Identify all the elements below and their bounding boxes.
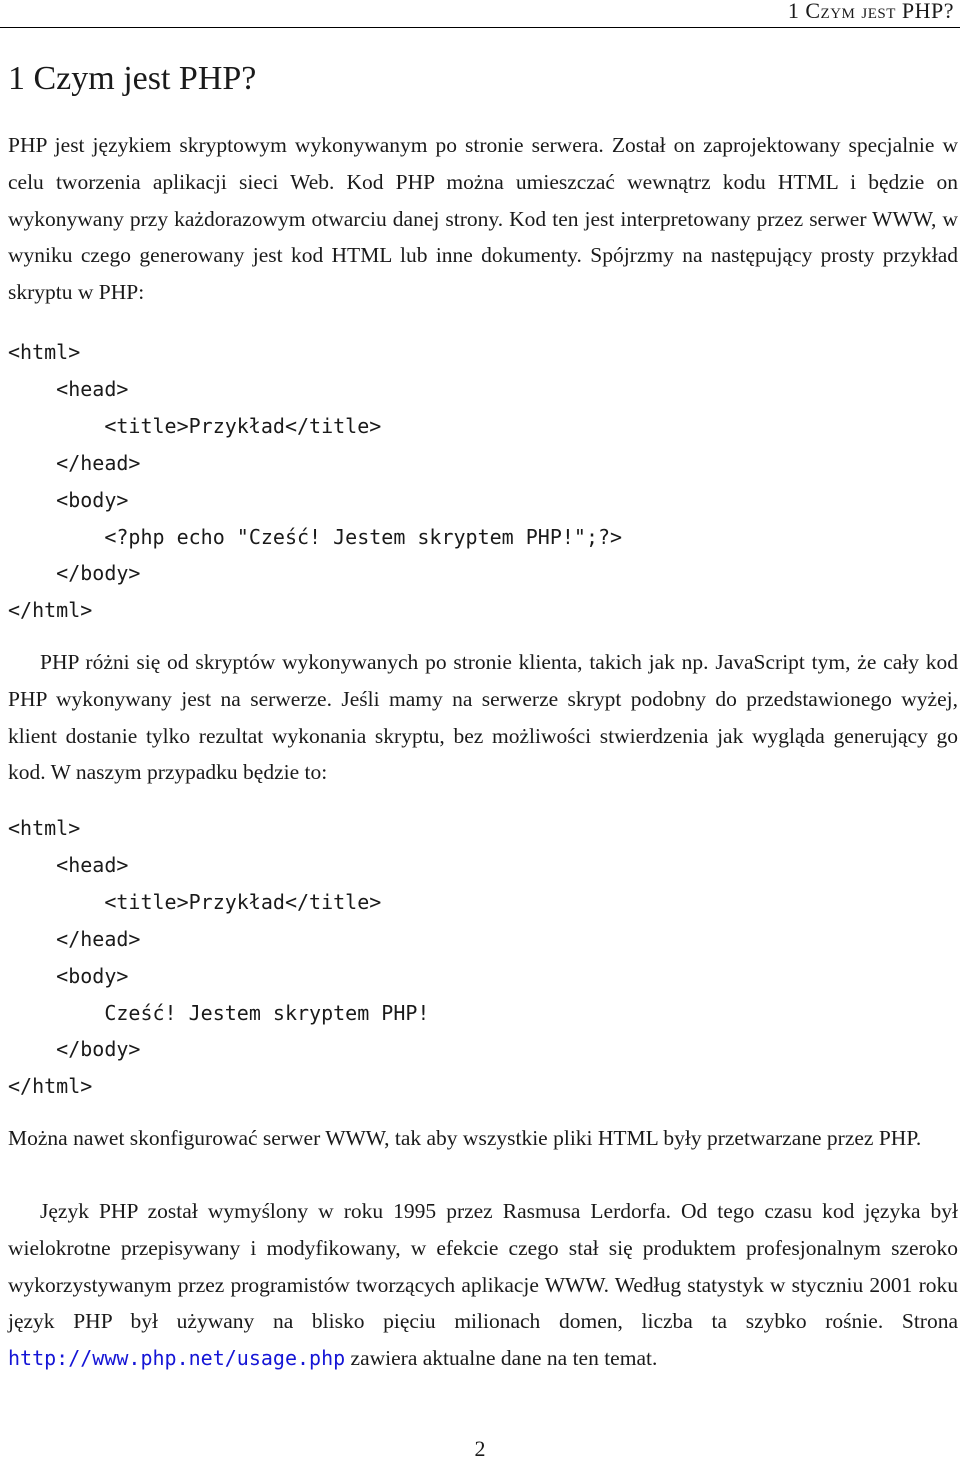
running-header-title: 1 Czym jest PHP? (787, 0, 954, 23)
php-source-code-block: <html> <head> <title>Przykład</title> </head> <body> <?php echo "Cześć! Jestem skryptem PHP!";?> </body> </html> (8, 340, 623, 623)
page-number: 2 (474, 1436, 486, 1461)
history-text: Język PHP został wymyślony w roku 1995 przez Rasmusa Lerdorfa. Od tego czasu kod języka był wielokrotne przepisywany i modyfikowany, w efekcie czego stał się produktem profesjonalnym szeroko wykorzystywanym przez programistów tworzących aplikacje WWW. Według statystyk w styczniu 2001 roku język PHP był używany na blisko pięciu milionach domen, liczba ta szybko rośnie. Strona (8, 1199, 958, 1334)
config-paragraph: Można nawet skonfigurować serwer WWW, tak aby wszystkie pliki HTML były przetwarzane przez PHP. (8, 1126, 922, 1150)
intro-paragraph: PHP jest językiem skryptowym wykonywanym po stronie serwera. Został on zaprojektowany specjalnie w celu tworzenia aplikacji sieci Web. Kod PHP można umieszczać wewnątrz kodu HTML i będzie on wykonywany przy każdorazowym otwarciu danej strony. Kod ten jest interpretowany przez serwer WWW, w wyniku czego generowany jest kod HTML lub inne dokumenty. Spójrzmy na następujący prosty przykład skryptu w PHP: (8, 133, 958, 305)
usage-stats-link[interactable]: http://www.php.net/usage.php (8, 1346, 346, 1371)
running-header (0, 0, 960, 28)
section-title: 1 Czym jest PHP? (8, 60, 257, 97)
html-output-code-block: <html> <head> <title>Przykład</title> </head> <body> Cześć! Jestem skryptem PHP! </body> </html> (8, 816, 430, 1099)
history-paragraph (8, 1193, 958, 1377)
difference-paragraph: PHP różni się od skryptów wykonywanych po stronie klienta, takich jak np. JavaScript tym, że cały kod PHP wykonywany jest na serwerze. Jeśli mamy na serwerze skrypt podobny do przedstawionego wyżej, klient dostanie tylko rezultat wykonania skryptu, bez możliwości stwierdzenia jak wygląda generujący go kod. W naszym przypadku będzie to: (8, 650, 958, 785)
header-rule (0, 27, 960, 28)
history-tail: zawiera aktualne dane na ten temat. (350, 1346, 658, 1371)
